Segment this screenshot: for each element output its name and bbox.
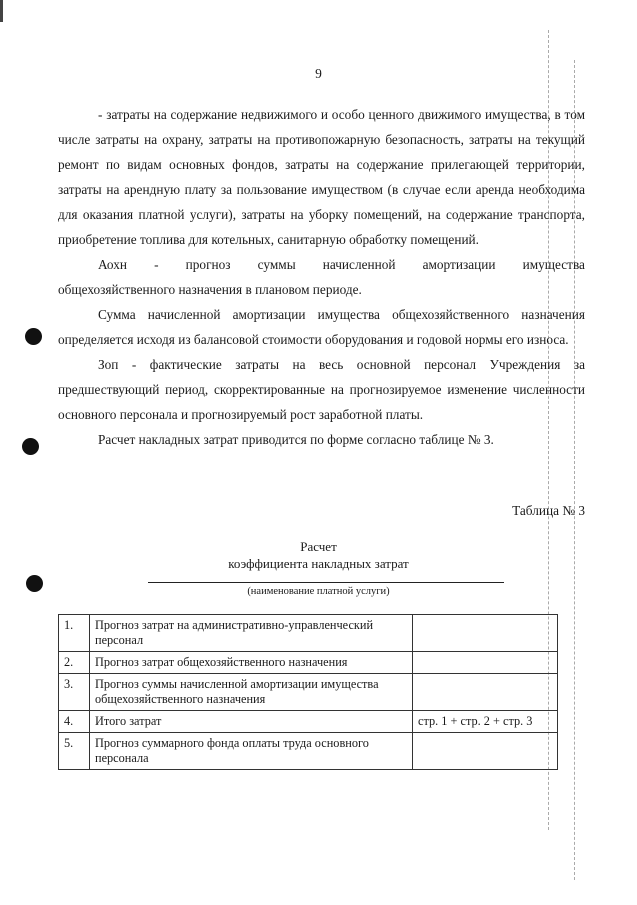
word: прогноз <box>185 257 231 272</box>
table-row <box>59 674 558 711</box>
amortization-definition-rest: общехозяйственного назначения в плановом периоде. <box>58 282 362 297</box>
body-text <box>58 102 585 452</box>
paragraph-amortization: Сумма начисленной амортизации имущества общехозяйственного назначения определяется исходя из балансовой стоимости оборудования и годовой нормы его износа. <box>58 307 585 347</box>
table-row <box>59 711 558 733</box>
table-row <box>59 615 558 652</box>
row-value <box>413 674 558 711</box>
word: амортизации <box>422 257 496 272</box>
row-value <box>413 733 558 770</box>
row-value <box>413 652 558 674</box>
table-row <box>59 652 558 674</box>
page-number: 9 <box>315 66 322 81</box>
table-row <box>59 733 558 770</box>
row-number: 1. <box>59 615 90 652</box>
row-label: Прогноз затрат на административно-управленческий персонал <box>90 615 413 652</box>
row-number: 2. <box>59 652 90 674</box>
symbol-aohn: Аохн <box>98 257 128 272</box>
row-value <box>413 615 558 652</box>
amortization-definition-line <box>58 252 585 277</box>
paragraph-costs: - затраты на содержание недвижимого и особо ценного движимого имущества, в том числе затраты на охрану, затраты на противопожарную безопасность, затраты на текущий ремонт по видам основных фондов, затраты на содержание прилегающей территории, затраты на арендную плату за пользование имуществом (в случае если аренда необходима для оказания платной услуги), затраты на уборку помещений, на содержание транспорта, приобретение топлива для котельных, санитарную обработку помещений. <box>58 107 585 247</box>
word: начисленной <box>322 257 396 272</box>
scan-edge-mark <box>0 0 3 22</box>
row-number: 5. <box>59 733 90 770</box>
paragraph-table-ref: Расчет накладных затрат приводится по форме согласно таблице № 3. <box>98 432 494 447</box>
row-label: Прогноз затрат общехозяйственного назначения <box>90 652 413 674</box>
service-name-line <box>148 582 504 583</box>
definition-dash: - <box>154 257 159 272</box>
paragraph-zop: Зоп - фактические затраты на весь основной персонал Учреждения за предшествующий период, скорректированные на прогнозируемое изменение численности основного персонала и прогнозируемый рост заработной платы. <box>58 357 585 422</box>
row-label: Прогноз суммы начисленной амортизации имущества общехозяйственного назначения <box>90 674 413 711</box>
row-number: 4. <box>59 711 90 733</box>
calc-title: Расчет <box>300 539 337 554</box>
row-label: Прогноз суммарного фонда оплаты труда основного персонала <box>90 733 413 770</box>
calc-subtitle: коэффициента накладных затрат <box>228 556 409 571</box>
table-label: Таблица № 3 <box>512 503 585 518</box>
row-value: стр. 1 + стр. 2 + стр. 3 <box>413 711 558 733</box>
row-number: 3. <box>59 674 90 711</box>
word: имущества <box>522 257 585 272</box>
row-label: Итого затрат <box>90 711 413 733</box>
punch-hole <box>25 328 42 345</box>
punch-hole <box>22 438 39 455</box>
service-name-caption: (наименование платной услуги) <box>247 586 390 597</box>
word: суммы <box>257 257 296 272</box>
overhead-table <box>58 614 558 770</box>
